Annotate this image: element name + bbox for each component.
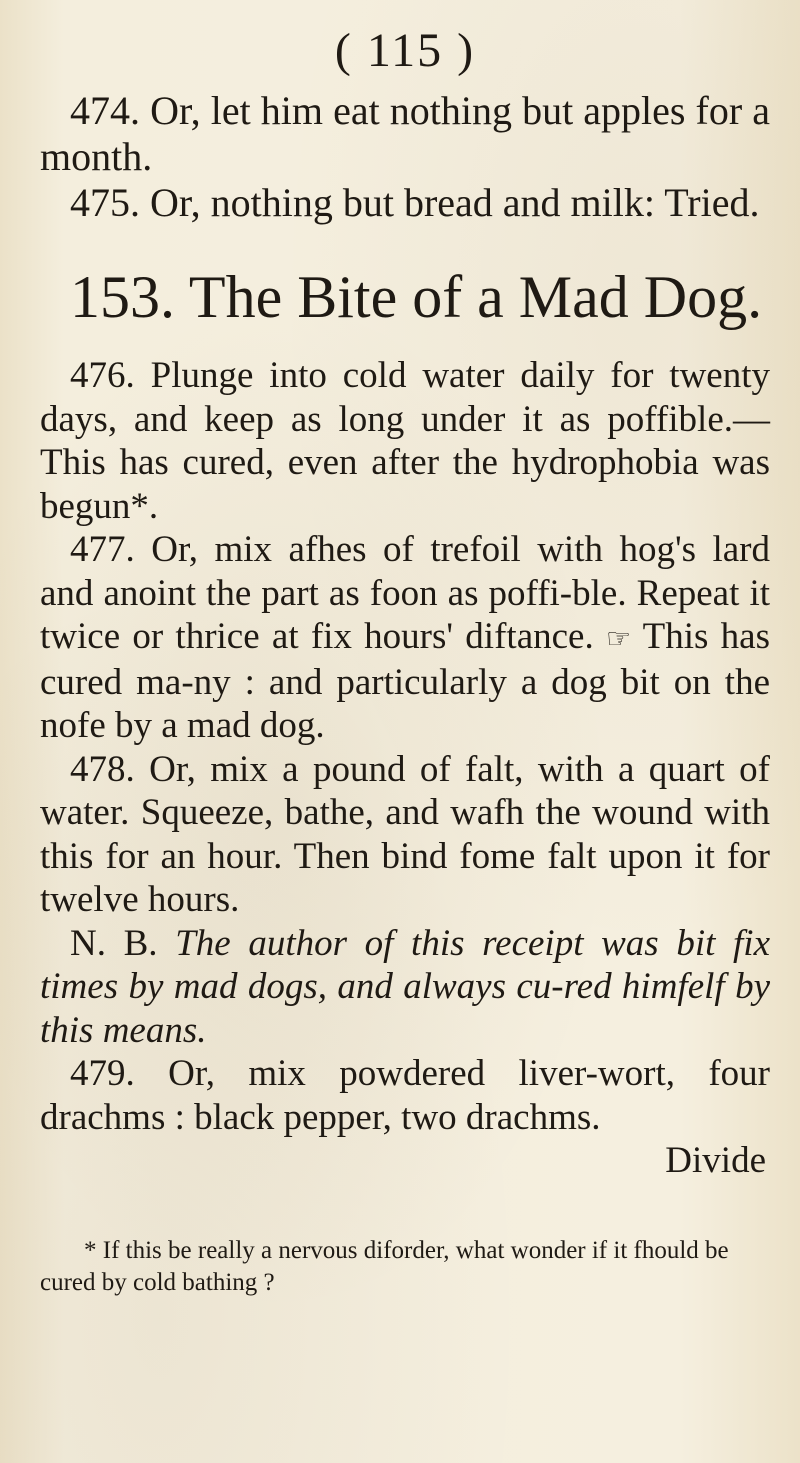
entry-number: 474.: [70, 88, 140, 133]
pointing-hand-icon: ☞: [605, 622, 632, 655]
entry-number: 476.: [70, 355, 135, 396]
book-page: [40, 22, 770, 1324]
entry-479: [40, 1052, 770, 1139]
entry-text: Or, let him eat nothing but apples for a month.: [40, 88, 771, 179]
entry-number: 478.: [70, 748, 135, 790]
nota-bene: [40, 922, 770, 1053]
entry-text: Plunge into cold water daily for twenty days, and keep as long under it as poffible.—This has cured, even after the hydrophobia was begun*.: [40, 355, 770, 527]
entry-number: 477.: [70, 529, 135, 570]
entry-474: [40, 88, 770, 180]
nota-bene-text: The author of this receipt was bit fix times by mad dogs, and always cu-red himfelf by this means.: [40, 922, 771, 1051]
entry-text: Or, nothing but bread and milk: Tried.: [150, 180, 760, 225]
entry-number: 475.: [70, 180, 140, 225]
entry-478: [40, 748, 770, 922]
nota-bene-label: N. B.: [70, 922, 158, 964]
section-number: 153.: [70, 264, 175, 330]
entry-text-continued: This has cured ma-ny : and particularly a dog bit on the nofe by a mad dog.: [40, 616, 770, 746]
page-number: ( 115 ): [334, 24, 476, 77]
entry-text: Or, mix afhes of trefoil with hog's lard and anoint the part as foon as poffi-ble. Repeat it twice or thrice at fix hours' diftance.: [40, 529, 771, 657]
entry-text: Or, mix powdered liver-wort, four drachms : black pepper, two drachms.: [40, 1053, 771, 1138]
entry-476: [40, 354, 770, 528]
entry-477: [40, 528, 770, 748]
section-title-text: The Bite of a Mad Dog.: [188, 264, 763, 330]
entry-475: [40, 180, 770, 226]
entry-number: 479.: [70, 1053, 135, 1094]
entry-text: Or, mix a pound of falt, with a quart of water. Squeeze, bathe, and wafh the wound with this for an hour. Then bind fome falt upon it for twelve hours.: [40, 748, 771, 920]
footnote: * If this be really a nervous diforder, what wonder if it fhould be cured by cold bathing ?: [40, 1236, 729, 1296]
catchword: Divide: [665, 1140, 766, 1181]
section-heading: [40, 262, 770, 332]
